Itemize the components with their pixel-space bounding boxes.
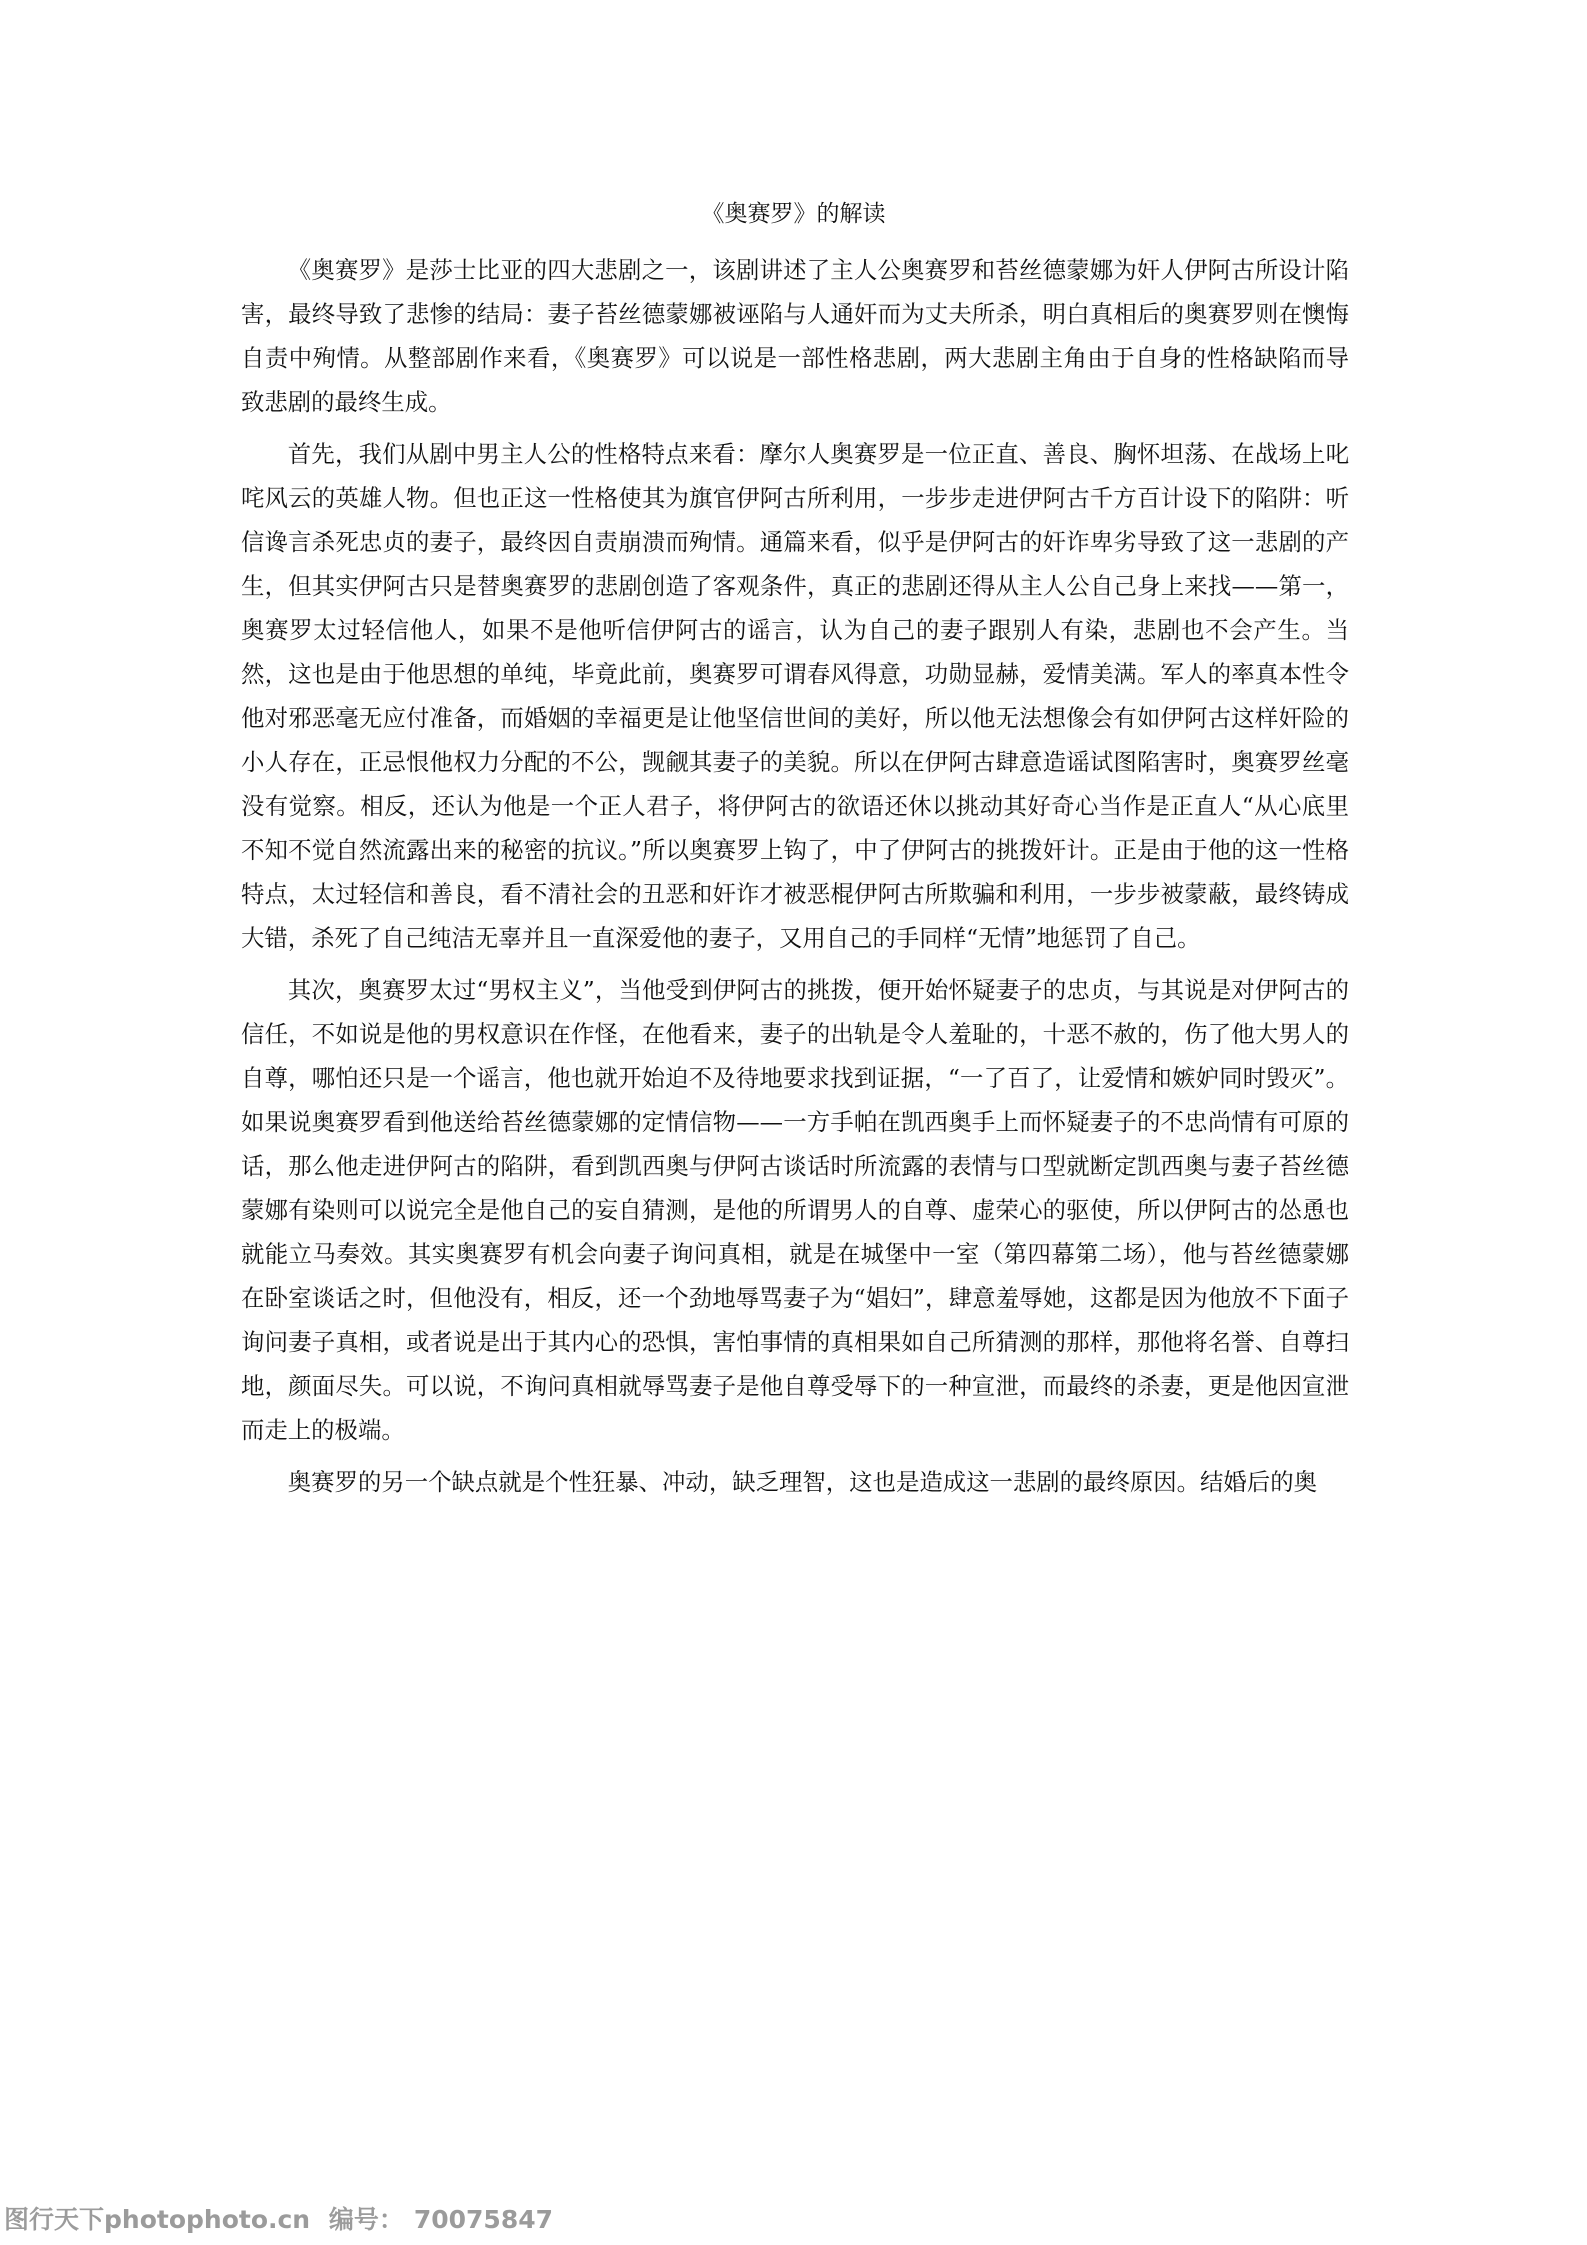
document-body: [241, 248, 1349, 1512]
paragraph-intro: 《奥赛罗》是莎士比亚的四大悲剧之一，该剧讲述了主人公奥赛罗和苔丝德蒙娜为奸人伊阿古所设计陷害，最终导致了悲惨的结局：妻子苔丝德蒙娜被诬陷与人通奸而为丈夫所杀，明白真相后的奥赛罗则在懊悔自责中殉情。从整部剧作来看，《奥赛罗》可以说是一部性格悲剧，两大悲剧主角由于自身的性格缺陷而导致悲剧的最终生成。: [241, 256, 1349, 416]
watermark-id-label: 编号：: [328, 2205, 404, 2234]
watermark-site: 图行天下photophoto.cn: [4, 2205, 311, 2234]
paragraph-first-point: 首先，我们从剧中男主人公的性格特点来看：摩尔人奥赛罗是一位正直、善良、胸怀坦荡、在战场上叱咤风云的英雄人物。但也正这一性格使其为旗官伊阿古所利用，一步步走进伊阿古千方百计设下的陷阱：听信谗言杀死忠贞的妻子，最终因自责崩溃而殉情。通篇来看，似乎是伊阿古的奸诈卑劣导致了这一悲剧的产生，但其实伊阿古只是替奥赛罗的悲剧创造了客观条件，真正的悲剧还得从主人公自己身上来找——第一，奥赛罗太过轻信他人，如果不是他听信伊阿古的谣言，认为自己的妻子跟别人有染，悲剧也不会产生。当然，这也是由于他思想的单纯，毕竟此前，奥赛罗可谓春风得意，功勋显赫，爱情美满。军人的率真本性令他对邪恶毫无应付准备，而婚姻的幸福更是让他坚信世间的美好，所以他无法想像会有如伊阿古这样奸险的小人存在，正忌恨他权力分配的不公，觊觎其妻子的美貌。所以在伊阿古肆意造谣试图陷害时，奥赛罗丝毫没有觉察。相反，还认为他是一个正人君子，将伊阿古的欲语还休以挑动其好奇心当作是正直人“从心底里不知不觉自然流露出来的秘密的抗议。”所以奥赛罗上钩了，中了伊阿古的挑拨奸计。正是由于他的这一性格特点，太过轻信和善良，看不清社会的丑恶和奸诈才被恶棍伊阿古所欺骗和利用，一步步被蒙蔽，最终铸成大错，杀死了自己纯洁无辜并且一直深爱他的妻子，又用自己的手同样“无情”地惩罚了自己。: [241, 440, 1349, 952]
paragraph-second-point: 其次，奥赛罗太过“男权主义”，当他受到伊阿古的挑拨，便开始怀疑妻子的忠贞，与其说是对伊阿古的信任，不如说是他的男权意识在作怪，在他看来，妻子的出轨是令人羞耻的，十恶不赦的，伤了他大男人的自尊，哪怕还只是一个谣言，他也就开始迫不及待地要求找到证据，“一了百了，让爱情和嫉妒同时毁灭”。如果说奥赛罗看到他送给苔丝德蒙娜的定情信物——一方手帕在凯西奥手上而怀疑妻子的不忠尚情有可原的话，那么他走进伊阿古的陷阱，看到凯西奥与伊阿古谈话时所流露的表情与口型就断定凯西奥与妻子苔丝德蒙娜有染则可以说完全是他自己的妄自猜测，是他的所谓男人的自尊、虚荣心的驱使，所以伊阿古的怂恿也就能立马奏效。其实奥赛罗有机会向妻子询问真相，就是在城堡中一室（第四幕第二场），他与苔丝德蒙娜在卧室谈话之时，但他没有，相反，还一个劲地辱骂妻子为“娼妇”，肆意羞辱她，这都是因为他放不下面子询问妻子真相，或者说是出于其内心的恐惧，害怕事情的真相果如自己所猜测的那样，那他将名誉、自尊扫地，颜面尽失。可以说，不询问真相就辱骂妻子是他自尊受辱下的一种宣泄，而最终的杀妻，更是他因宣泄而走上的极端。: [241, 976, 1349, 1444]
document-title: 《奥赛罗》的解读: [701, 201, 886, 227]
paragraph-third-point: 奥赛罗的另一个缺点就是个性狂暴、冲动，缺乏理智，这也是造成这一悲剧的最终原因。结婚后的奥: [287, 1468, 1317, 1496]
watermark-id-value: 70075847: [413, 2205, 554, 2234]
watermark-bar: [4, 2200, 563, 2240]
